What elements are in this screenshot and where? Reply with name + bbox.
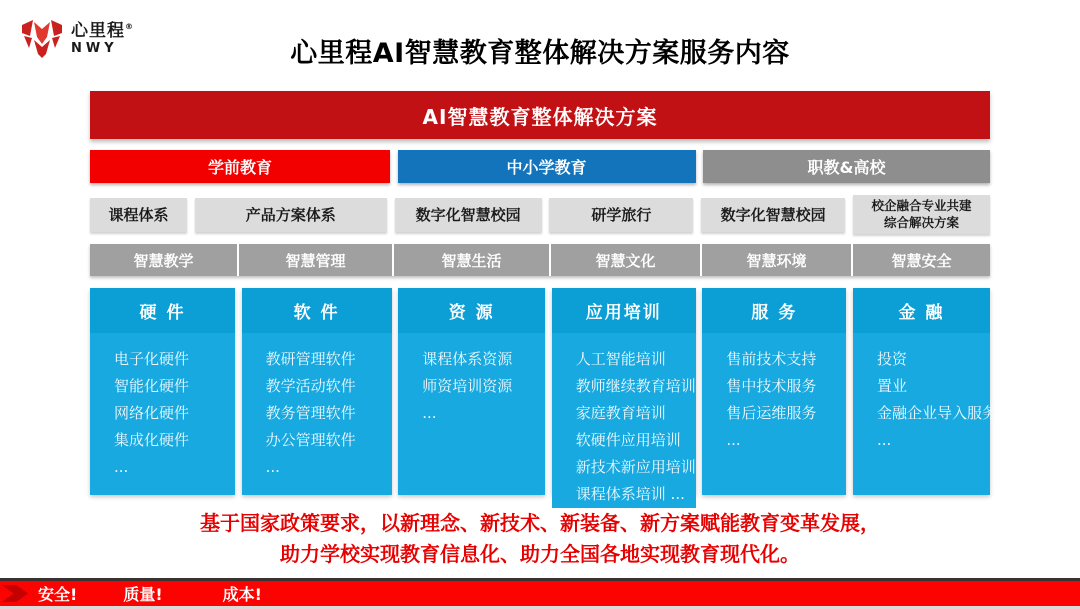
smart-cell-life: 智慧生活: [392, 244, 549, 276]
category-vocational: 职教&高校: [703, 150, 990, 183]
page-title: 心里程AI智慧教育整体解决方案服务内容: [290, 38, 790, 69]
list-item: 投资: [876, 350, 907, 368]
list-item: 课程体系培训 ...: [575, 485, 685, 503]
bottom-bar-quality: 质量!: [123, 585, 163, 604]
logo-name: 心里程®: [71, 21, 134, 41]
list-item: 售中技术服务: [726, 377, 817, 395]
column-software-body: [242, 333, 392, 495]
smart-cell-environment: 智慧环境: [700, 244, 851, 276]
category-k12: 中小学教育: [398, 150, 696, 183]
smart-cell-management: 智慧管理: [237, 244, 392, 276]
column-finance-body: [853, 333, 997, 495]
list-item: 教研管理软件: [265, 350, 356, 368]
list-item: 新技术新应用培训: [575, 458, 696, 476]
list-item: 智能化硬件: [114, 377, 190, 395]
column-service: [702, 288, 846, 495]
list-item: 售后运维服务: [726, 404, 817, 422]
list-item: 课程体系资源: [422, 350, 513, 368]
list-item: ...: [265, 458, 280, 476]
column-hardware-header: 硬 件: [90, 288, 235, 333]
smart-cell-culture: 智慧文化: [549, 244, 700, 276]
list-item: 人工智能培训: [575, 350, 666, 368]
list-item: 网络化硬件: [114, 404, 190, 422]
list-item: 家庭教育培训: [575, 404, 666, 422]
list-item: 置业: [876, 377, 907, 395]
solution-box-product: 产品方案体系: [195, 198, 387, 232]
smart-cell-safety: 智慧安全: [851, 244, 990, 276]
solution-box-digital-campus-2: 数字化智慧校园: [701, 198, 845, 232]
column-hardware-body: [90, 333, 235, 495]
category-row: [90, 150, 990, 183]
list-item: 软硬件应用培训: [575, 431, 681, 449]
smart-cell-teaching: 智慧教学: [133, 251, 194, 270]
footer-slogan-line1: 基于国家政策要求，以新理念、新技术、新装备、新方案赋能教育变革发展，: [200, 511, 880, 535]
list-item: 师资培训资源: [422, 377, 513, 395]
list-item: ...: [422, 404, 437, 422]
solution-box-digital-campus-1: 数字化智慧校园: [395, 198, 542, 232]
list-item: 教师继续教育培训: [575, 377, 696, 395]
column-hardware: [90, 288, 235, 495]
column-service-header: 服 务: [702, 288, 846, 333]
column-finance-header: 金 融: [853, 288, 990, 333]
column-software-header: 软 件: [242, 288, 392, 333]
column-resources: [398, 288, 545, 495]
footer-slogan-line2: 助力学校实现教育信息化、助力全国各地实现教育现代化。: [280, 542, 800, 566]
column-resources-body: [398, 333, 545, 495]
list-item: ...: [114, 458, 129, 476]
bottom-bar-safety: 安全!: [38, 585, 78, 604]
column-service-body: [702, 333, 846, 495]
list-item: 教务管理软件: [265, 404, 356, 422]
column-finance: [853, 288, 997, 495]
list-item: 售前技术支持: [726, 350, 817, 368]
list-item: ...: [876, 431, 892, 449]
registered-mark: ®: [125, 22, 134, 31]
list-item: 教学活动软件: [265, 377, 356, 395]
dual-box-line1: 校企融合专业共建: [871, 198, 972, 214]
logo-subtitle: NWY: [71, 41, 118, 56]
smart-bar: [90, 244, 990, 276]
chevron-right-icon: [2, 585, 28, 602]
column-training: [552, 288, 696, 503]
footer-slogan: [90, 508, 990, 570]
category-preschool: 学前教育: [90, 150, 390, 183]
solution-diagram: [90, 91, 997, 570]
solution-banner: AI智慧教育整体解决方案: [90, 91, 990, 139]
solution-box-curriculum: 课程体系: [90, 198, 187, 232]
solution-box-school-enterprise: [853, 195, 990, 234]
list-item: 集成化硬件: [114, 431, 190, 449]
bottom-bar: [0, 581, 1080, 606]
offering-columns: [90, 288, 997, 503]
list-item: 电子化硬件: [114, 350, 190, 368]
list-item: 金融企业导入服务: [876, 404, 997, 422]
column-resources-header: 资 源: [398, 288, 545, 333]
solution-box-row: [90, 195, 990, 234]
column-training-header: 应用培训: [552, 288, 696, 333]
list-item: ...: [726, 431, 741, 449]
list-item: 办公管理软件: [265, 431, 356, 449]
column-software: [242, 288, 392, 495]
dual-box-line2: 综合解决方案: [883, 214, 959, 230]
bottom-bar-cost: 成本!: [222, 585, 262, 604]
solution-box-study-travel: 研学旅行: [549, 198, 693, 232]
column-training-body: [552, 333, 696, 508]
